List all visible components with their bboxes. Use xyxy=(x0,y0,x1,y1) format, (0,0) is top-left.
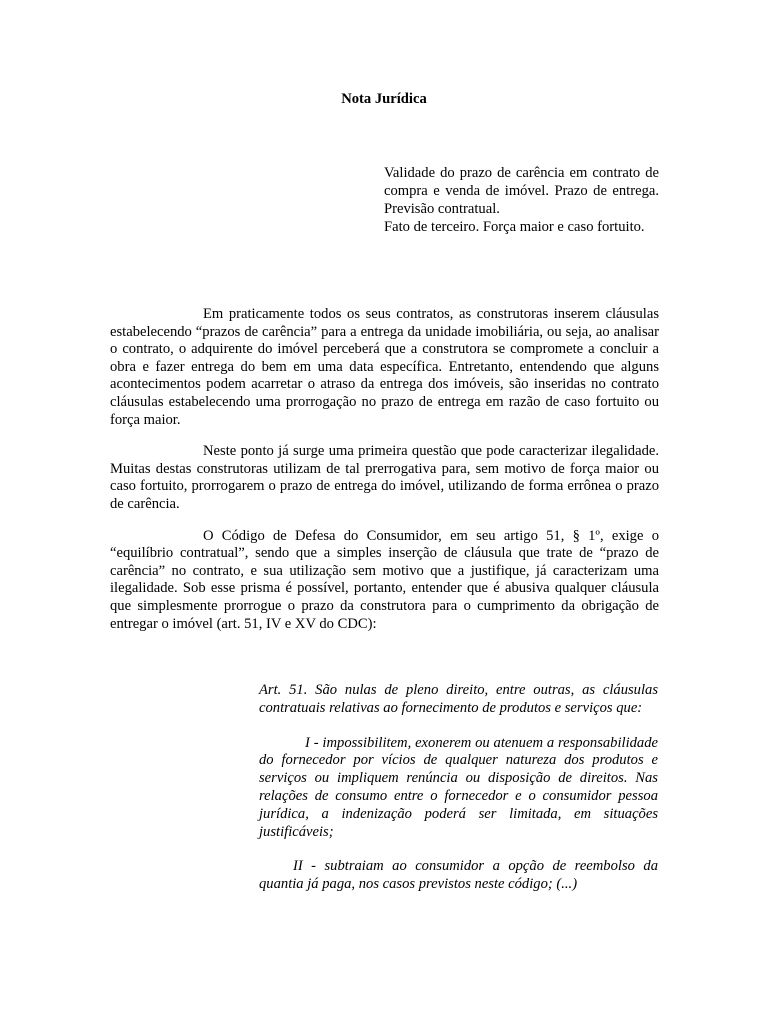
body-paragraph: O Código de Defesa do Consumidor, em seu artigo 51, § 1º, exige o “equilíbrio contratual”, sendo que a simples inserção de cláusula que trate de “prazo de carência” no contrato, e sua utilização sem motivo que a justifique, já caracterizam uma ilegalidade. Sob esse prisma é possível, portanto, entender que é abusiva qualquer cláusula que simplesmente prorrogue o prazo da construtora para o cumprimento da obrigação de entregar o imóvel (art. 51, IV e XV do CDC): xyxy=(110,527,659,632)
body-text xyxy=(110,306,659,647)
ementa-block xyxy=(384,164,659,236)
legal-citation xyxy=(259,682,658,911)
body-paragraph: Em praticamente todos os seus contratos, as construtoras inserem cláusulas estabelecendo “prazos de carência” para a entrega da unidade imobiliária, ou seja, ao analisar o contrato, o adquirente do imóvel perceberá que a construtora se compromete a concluir a obra e fazer entrega do bem em uma data específica. Entretanto, entendendo que alguns acontecimentos podem acarretar o atraso da entrega dos imóveis, são inseridas no contrato cláusulas estabelecendo uma prorrogação no prazo de entrega em razão de caso fortuito ou força maior. xyxy=(110,306,659,428)
document-title: Nota Jurídica xyxy=(341,91,427,107)
citation-paragraph: I - impossibilitem, exonerem ou atenuem a responsabilidade do fornecedor por vícios de qualquer natureza dos produtos e serviços ou impliquem renúncia ou disposição de direitos. Nas relações de consumo entre o fornecedor e o consumidor pessoa jurídica, a indenização poderá ser limitada, em situações justificáveis; xyxy=(259,734,658,840)
citation-paragraph: Art. 51. São nulas de pleno direito, entre outras, as cláusulas contratuais relativas ao fornecimento de produtos e serviços que: xyxy=(259,682,658,716)
body-paragraph: Neste ponto já surge uma primeira questão que pode caracterizar ilegalidade. Muitas destas construtoras utilizam de tal prerrogativa para, sem motivo de força maior ou caso fortuito, prorrogarem o prazo de entrega do imóvel, utilizando de forma errônea o prazo de carência. xyxy=(110,443,659,512)
citation-paragraph: II - subtraiam ao consumidor a opção de reembolso da quantia já paga, nos casos previstos neste código; (...) xyxy=(259,858,658,893)
ementa-line: Fato de terceiro. Força maior e caso fortuito. xyxy=(384,219,645,235)
ementa-line: Validade do prazo de carência em contrato de compra e venda de imóvel. Prazo de entrega. Previsão contratual. xyxy=(384,165,659,217)
